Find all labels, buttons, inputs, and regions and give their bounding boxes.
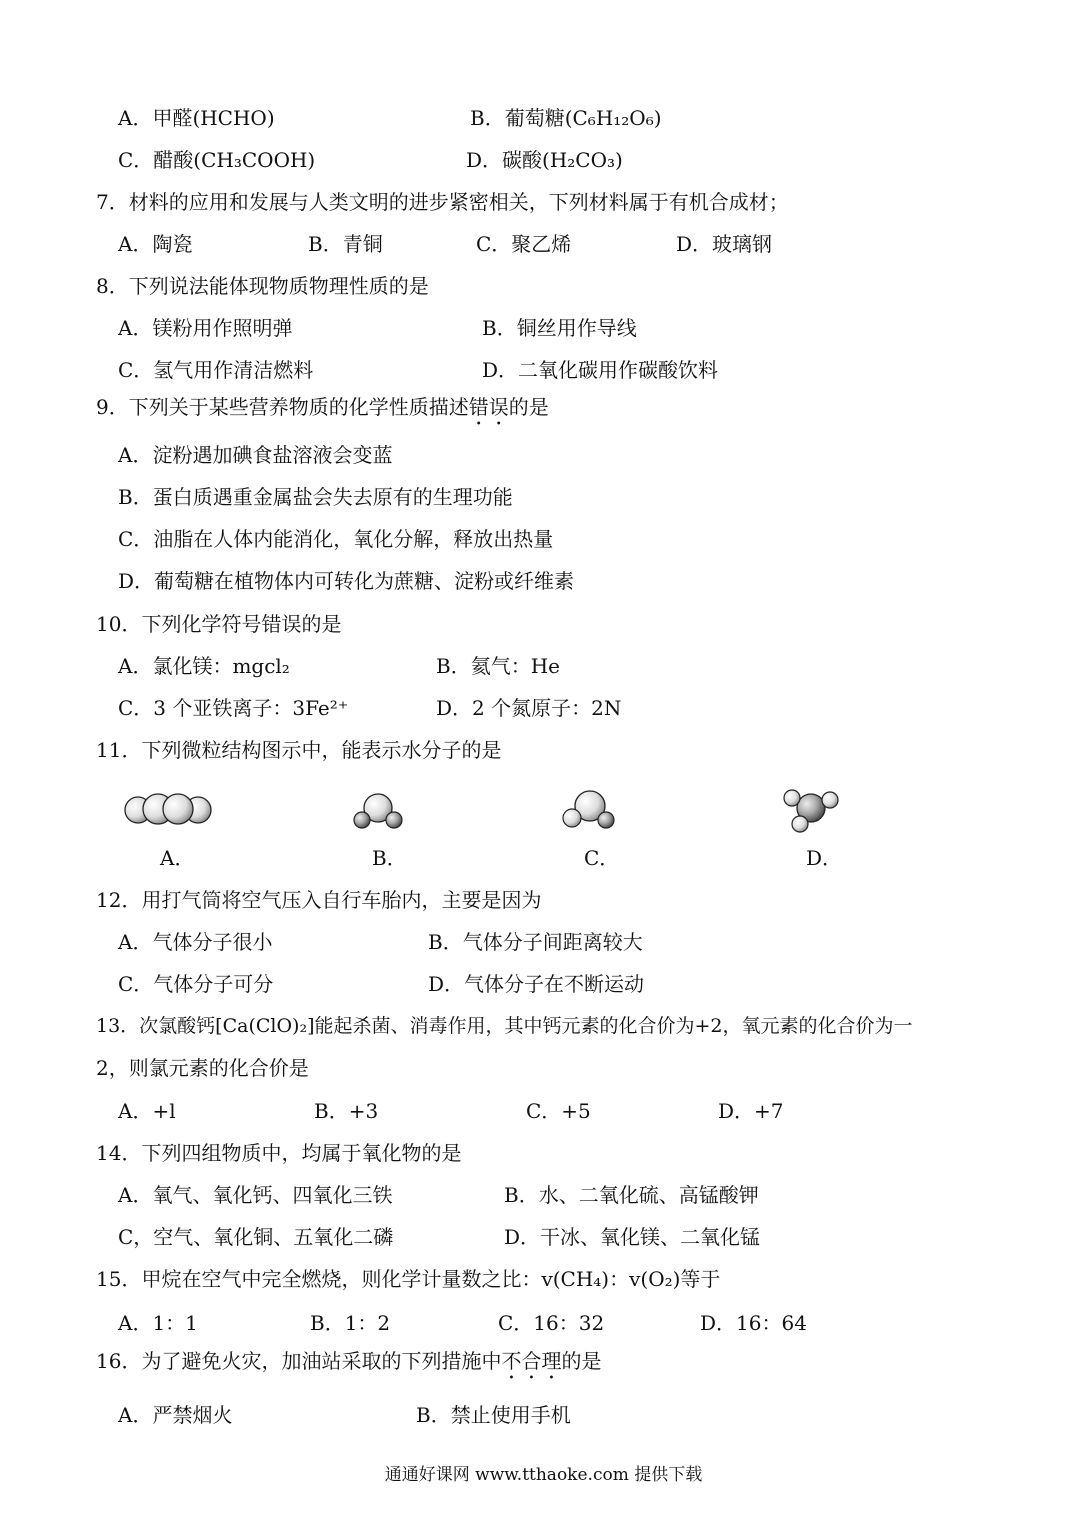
q7-option-a: A．陶瓷 (118, 232, 193, 256)
q15-option-a: A．1：1 (118, 1311, 198, 1335)
q8-option-d: D．二氧化碳用作碳酸饮料 (482, 358, 719, 382)
q12-option-b: B．气体分子间距离较大 (428, 930, 643, 954)
q12-option-d: D．气体分子在不断运动 (428, 972, 645, 996)
q10-option-b: B．氦气：He (436, 654, 560, 678)
q16-stem-post: 的是 (561, 1349, 602, 1373)
q11-option-d: D． (806, 846, 843, 870)
q8-option-a: A．镁粉用作照明弹 (118, 316, 293, 340)
molecule-b-image (350, 790, 406, 830)
q9-stem-pre: 9．下列关于某些营养物质的化学性质描述 (96, 395, 469, 419)
q7-option-c: C．聚乙烯 (476, 232, 572, 256)
q11-option-c: C． (584, 846, 620, 870)
q6-option-c: C．醋酸(CH₃COOH) (118, 148, 316, 172)
q15-stem: 15．甲烷在空气中完全燃烧，则化学计量数之比：v(CH₄)：v(O₂)等于 (96, 1267, 721, 1291)
q14-option-a: A．氧气、氧化钙、四氧化三铁 (118, 1183, 393, 1207)
q13-stem-line2: 2，则氯元素的化合价是 (96, 1056, 309, 1080)
q10-option-d: D．2 个氮原子：2N (436, 696, 622, 720)
q15-option-d: D．16：64 (700, 1311, 807, 1335)
molecule-a-image (122, 788, 214, 828)
q11-option-a: A． (160, 846, 195, 870)
q13-stem-line1: 13．次氯酸钙[Ca(ClO)₂]能起杀菌、消毒作用，其中钙元素的化合价为+2，氧元素的化合价为一 (96, 1015, 913, 1037)
q15-option-b: B．1：2 (310, 1311, 391, 1335)
q16-option-a: A．严禁烟火 (118, 1403, 233, 1427)
q12-option-a: A．气体分子很小 (118, 930, 273, 954)
q13-option-a: A．+l (118, 1099, 176, 1123)
q6-option-b: B．葡萄糖(C₆H₁₂O₆) (470, 106, 662, 130)
q14-stem: 14．下列四组物质中，均属于氧化物的是 (96, 1141, 462, 1165)
q10-stem: 10．下列化学符号错误的是 (96, 612, 342, 636)
q11-option-b: B． (372, 846, 407, 870)
q8-stem: 8．下列说法能体现物质物理性质的是 (96, 274, 429, 298)
q7-stem: 7．材料的应用和发展与人类文明的进步紧密相关，下列材料属于有机合成材； (96, 190, 789, 214)
q6-option-a: A．甲醛(HCHO) (118, 106, 275, 130)
q12-option-c: C．气体分子可分 (118, 972, 274, 996)
q10-option-a: A．氯化镁：mgcl₂ (118, 654, 290, 678)
q12-stem: 12．用打气筒将空气压入自行车胎内，主要是因为 (96, 888, 542, 912)
q16-stem-emphasis: 不合理 (501, 1349, 562, 1373)
q7-option-d: D．玻璃钢 (676, 232, 773, 256)
q15-option-c: C．16：32 (498, 1311, 605, 1335)
q13-option-d: D．+7 (718, 1099, 784, 1123)
q9-stem (96, 395, 549, 430)
molecule-c-image (560, 788, 620, 830)
q16-stem (96, 1349, 601, 1384)
q9-option-b: B．蛋白质遇重金属盐会失去原有的生理功能 (118, 485, 513, 509)
q9-stem-post: 的是 (508, 395, 549, 419)
q13-option-b: B．+3 (314, 1099, 379, 1123)
q7-option-b: B．青铜 (308, 232, 383, 256)
q8-option-b: B．铜丝用作导线 (482, 316, 637, 340)
page-footer: 通通好课网 www.tthaoke.com 提供下载 (384, 1465, 703, 1485)
q16-option-b: B．禁止使用手机 (416, 1403, 571, 1427)
q14-option-d: D．干冰、氧化镁、二氧化锰 (504, 1225, 761, 1249)
q13-option-c: C．+5 (526, 1099, 591, 1123)
molecule-d-image (778, 784, 844, 836)
q8-option-c: C．氢气用作清洁燃料 (118, 358, 314, 382)
q11-stem: 11．下列微粒结构图示中，能表示水分子的是 (96, 738, 502, 762)
q9-option-d: D．葡萄糖在植物体内可转化为蔗糖、淀粉或纤维素 (118, 569, 575, 593)
q6-option-d: D．碳酸(H₂CO₃) (466, 148, 623, 172)
q14-option-b: B．水、二氧化硫、高锰酸钾 (504, 1183, 759, 1207)
q9-stem-emphasis: 错误 (468, 395, 509, 419)
q16-stem-pre: 16．为了避免火灾，加油站采取的下列措施中 (96, 1349, 502, 1373)
q9-option-a: A．淀粉遇加碘食盐溶液会变蓝 (118, 443, 393, 467)
q9-option-c: C．油脂在人体内能消化，氧化分解，释放出热量 (118, 527, 554, 551)
q10-option-c: C．3 个亚铁离子：3Fe²⁺ (118, 696, 349, 720)
q14-option-c: C，空气、氧化铜、五氧化二磷 (118, 1225, 394, 1249)
